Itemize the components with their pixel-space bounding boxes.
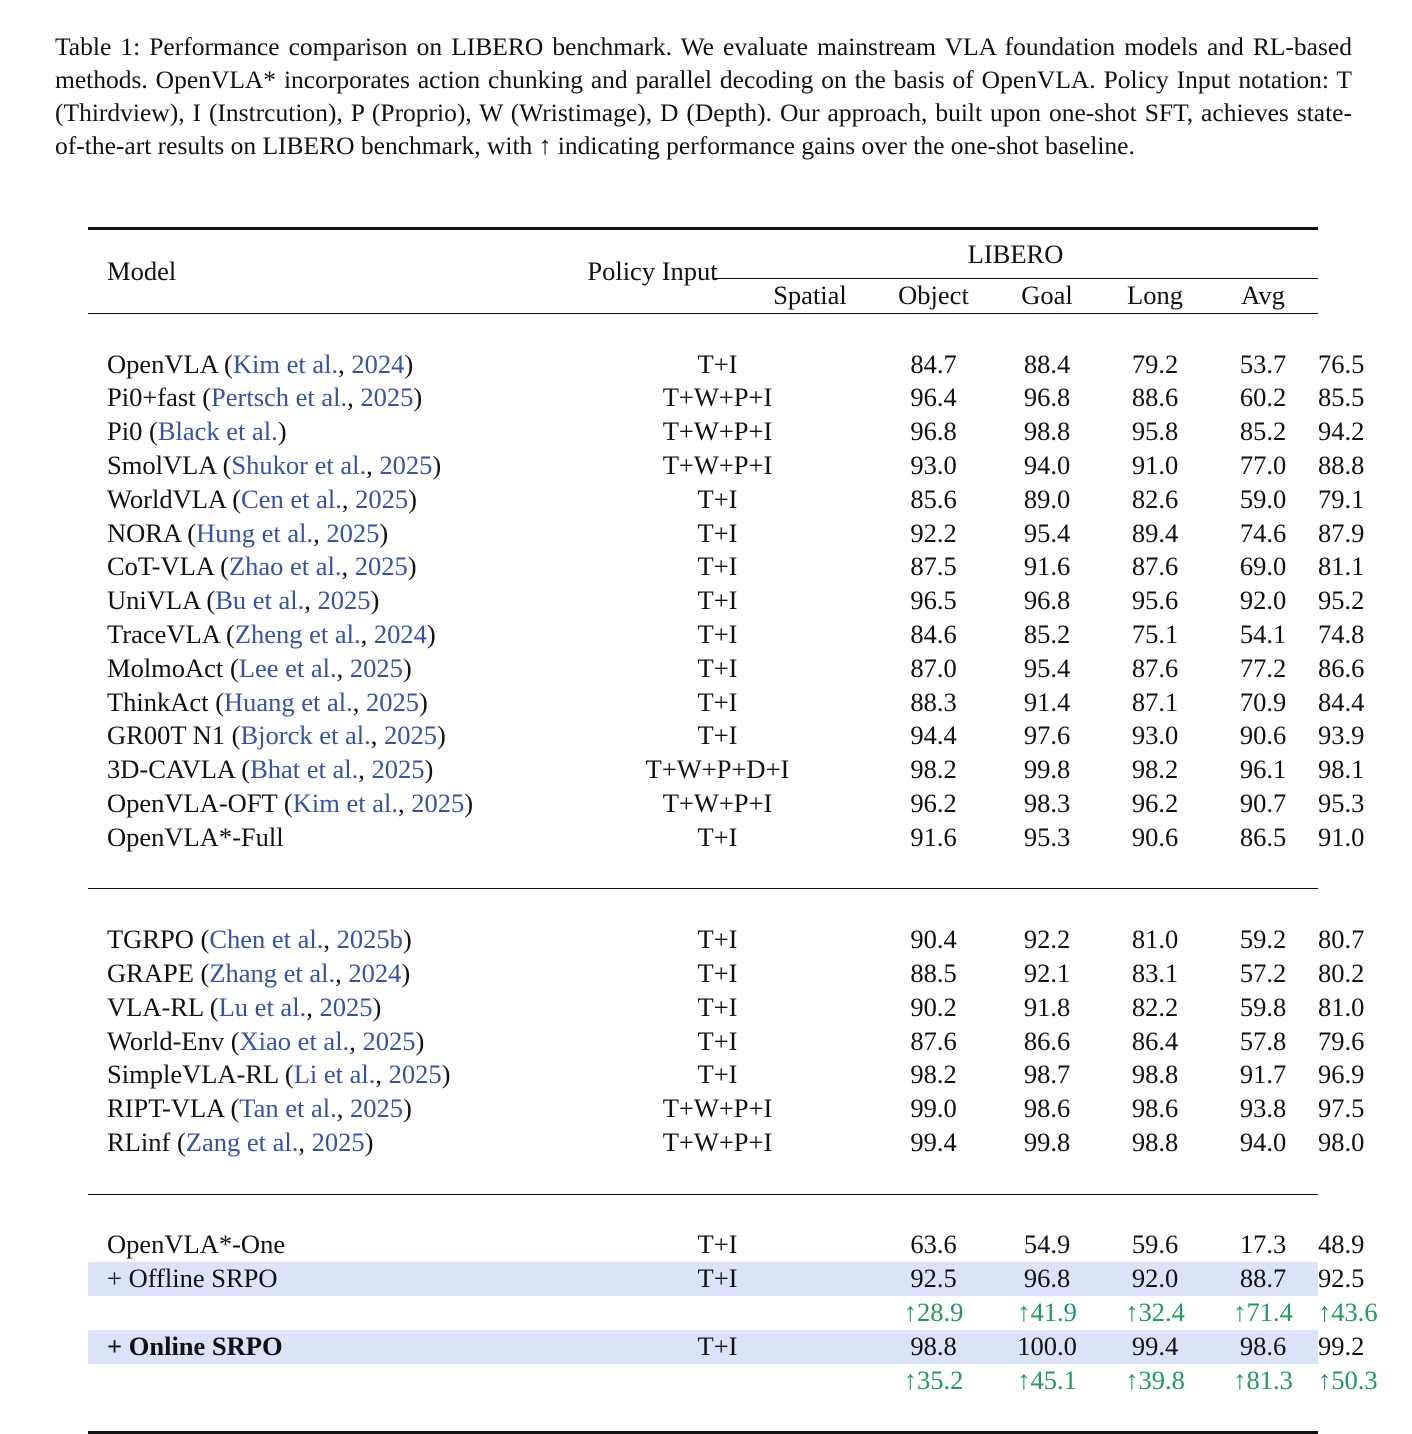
citation-link[interactable]: Shukor et al. [231,449,367,480]
policy-input: T+I [697,1025,738,1056]
model-name: 3D-CAVLA [107,754,235,785]
header-avg: Avg [1208,279,1318,313]
score-spatial: 92.5 [875,1262,992,1296]
header-spatial: Spatial [745,279,875,313]
score-spatial: 93.0 [910,449,957,480]
table-row: 3D-CAVLA (Bhat et al., 2025) T+W+P+D+I 98.2 99.8 98.2 96.1 98.1 [88,753,1318,787]
score-long: 59.0 [1239,483,1287,514]
table-row: + Offline SRPO T+I 92.5 96.8 92.0 88.7 92.5 [88,1262,1318,1296]
gain-value: ↑28.9 [903,1296,964,1327]
gain-value: ↑81.3 [1233,1364,1293,1395]
score-long: 69.0 [1239,551,1287,582]
model-cell: VLA-RL (Lu et al., 2025) [107,991,382,1022]
policy-input: T+I [697,618,738,649]
header-object: Object [875,279,992,313]
citation-year-link[interactable]: 2025 [388,1059,442,1090]
citation-year-link[interactable]: 2025 [326,517,380,548]
score-long: 90.7 [1239,787,1287,818]
policy-input: T+W+P+I [662,416,773,447]
table-row: World-Env (Xiao et al., 2025) T+I 87.6 86.6 86.4 57.8 79.6 [88,1025,1318,1059]
model-name: UniVLA [107,585,200,616]
score-long: 96.1 [1239,754,1287,785]
policy-input: T+I [697,585,738,616]
model-cell: WorldVLA (Cen et al., 2025) [107,483,417,514]
citation-link[interactable]: Bu et al. [215,585,305,616]
citation-year-link[interactable]: 2025 [411,787,465,818]
model-name: + Offline SRPO [107,1263,278,1294]
citation-year-link[interactable]: 2024 [351,348,405,379]
score-spatial: 88.5 [910,957,957,988]
table-row: UniVLA (Bu et al., 2025) T+I 96.5 96.8 95.6 92.0 95.2 [88,584,1318,618]
score-object: 98.8 [1023,416,1071,447]
score-long: 17.3 [1239,1229,1287,1260]
policy-input [560,1364,875,1398]
model-cell: GR00T N1 (Bjorck et al., 2025) [107,720,446,751]
model-name: OpenVLA*-Full [107,821,284,852]
score-long: 93.8 [1239,1093,1287,1124]
score-object: 95.3 [1023,821,1071,852]
score-spatial: 94.4 [910,720,957,751]
model-cell [88,821,560,855]
policy-input: T+I [697,348,738,379]
table-row: RLinf (Zang et al., 2025) T+W+P+I 99.4 99.8 98.8 94.0 98.0 [88,1126,1318,1160]
score-spatial: 96.8 [910,416,957,447]
model-name: SimpleVLA-RL [107,1059,279,1090]
score-goal: 98.8 [1131,1126,1179,1157]
citation-year-link[interactable]: 2025 [354,551,408,582]
citation-link[interactable]: Lu et al. [218,991,307,1022]
score-goal: 98.8 [1131,1059,1179,1090]
score-goal: 98.2 [1131,754,1179,785]
score-spatial: 87.6 [910,1025,957,1056]
table-row: VLA-RL (Lu et al., 2025) T+I 90.2 91.8 82.2 59.8 81.0 [88,991,1318,1025]
model-cell: TraceVLA (Zheng et al., 2024) [107,618,436,649]
model-cell: ThinkAct (Huang et al., 2025) [107,686,428,717]
score-goal: 99.4 [1102,1330,1208,1364]
score-long: 57.8 [1239,1025,1287,1056]
policy-input: T+I [697,957,738,988]
table-row: SmolVLA (Shukor et al., 2025) T+W+P+I 93.0 94.0 91.0 77.0 88.8 [88,449,1318,483]
score-object: 91.4 [1023,686,1071,717]
model-name: Pi0 [107,416,143,447]
score-spatial: 90.2 [910,991,957,1022]
table-row: GR00T N1 (Bjorck et al., 2025) T+I 94.4 97.6 93.0 90.6 93.9 [88,719,1318,753]
score-long: 77.2 [1239,652,1287,683]
citation-year-link[interactable]: 2025 [311,1126,365,1157]
model-name: OpenVLA*-One [107,1229,286,1260]
model-cell: MolmoAct (Lee et al., 2025) [107,652,412,683]
citation-year-link[interactable]: 2025 [384,720,437,751]
model-name: OpenVLA [107,348,218,379]
model-name: World-Env [107,1025,225,1056]
score-long: 70.9 [1239,686,1287,717]
gain-value: ↑39.8 [1125,1364,1185,1395]
model-name: TGRPO [107,924,194,955]
score-goal: 95.8 [1131,416,1179,447]
citation-link[interactable]: Tan et al. [239,1093,337,1124]
citation-link[interactable]: Kim et al. [292,787,398,818]
score-object: 99.8 [1023,754,1071,785]
score-object: 98.6 [1023,1093,1071,1124]
score-spatial: 99.0 [910,1093,957,1124]
policy-input: T+W+P+I [662,787,773,818]
score-goal: 75.1 [1131,618,1179,649]
citation-link[interactable]: Bhat et al. [250,754,359,785]
model-cell: World-Env (Xiao et al., 2025) [107,1025,425,1056]
policy-input: T+I [697,551,738,582]
score-object: 91.8 [1023,991,1071,1022]
score-long: 94.0 [1239,1126,1287,1157]
model-cell [88,1262,560,1296]
policy-input: T+W+P+I [662,382,773,413]
score-spatial: 87.5 [910,551,957,582]
citation-year-link[interactable]: 2025 [319,991,373,1022]
citation-year-link[interactable]: 2025 [355,483,409,514]
citation-link[interactable]: Zheng et al. [234,618,361,649]
policy-input: T+I [697,652,738,683]
score-long: 59.2 [1239,924,1287,955]
score-spatial: 84.6 [910,618,957,649]
score-goal: 90.6 [1131,821,1179,852]
table-row: OpenVLA-OFT (Kim et al., 2025) T+W+P+I 96.2 98.3 96.2 90.7 95.3 [88,787,1318,821]
score-long: 86.5 [1239,821,1287,852]
model-name: RIPT-VLA [107,1093,224,1124]
score-object: 92.2 [1023,924,1071,955]
table-row: OpenVLA*-Full T+I 91.6 95.3 90.6 86.5 91.0 [88,821,1318,855]
table-row: TraceVLA (Zheng et al., 2024) T+I 84.6 85.2 75.1 54.1 74.8 [88,618,1318,652]
citation-link[interactable]: Bjorck et al. [240,720,371,751]
policy-input: T+I [697,483,738,514]
policy-input: T+I [697,991,738,1022]
citation-year-link[interactable]: 2024 [373,618,427,649]
score-spatial: 85.6 [910,483,957,514]
table-row: + Online SRPO T+I 98.8 100.0 99.4 98.6 99.2 [88,1330,1318,1364]
score-object: 98.3 [1023,787,1071,818]
citation-year-link[interactable]: 2024 [348,957,402,988]
citation-link[interactable]: Hung et al. [196,517,314,548]
score-spatial: 84.7 [910,348,957,379]
citation-link[interactable]: Kim et al. [232,348,339,379]
citation-year-link[interactable]: 2025 [379,449,433,480]
score-object: 86.6 [1023,1025,1071,1056]
score-spatial: 63.6 [910,1229,957,1260]
score-goal: 82.6 [1131,483,1179,514]
score-object: 89.0 [1023,483,1071,514]
citation-link[interactable]: Black et al. [157,416,278,447]
score-goal: 92.0 [1102,1262,1208,1296]
policy-input: T+I [697,720,738,751]
gain-value: ↑71.4 [1233,1296,1293,1327]
model-cell: TGRPO (Chen et al., 2025b) [107,924,412,955]
header-long: Long [1102,279,1208,313]
score-object: 95.4 [1023,517,1071,548]
score-goal: 87.6 [1131,652,1179,683]
citation-year-link[interactable]: 2025 [360,382,414,413]
citation-year-link[interactable]: 2025 [362,1025,416,1056]
score-goal: 87.6 [1131,551,1179,582]
model-cell: GRAPE (Zhang et al., 2024) [107,957,411,988]
table-row: Pi0+fast (Pertsch et al., 2025) T+W+P+I 96.4 96.8 88.6 60.2 85.5 [88,381,1318,415]
score-goal: 82.2 [1131,991,1179,1022]
model-name: MolmoAct [107,652,224,683]
policy-input [560,1296,875,1330]
header-model: Model [88,229,560,314]
score-long: 59.8 [1239,991,1287,1022]
score-long: 90.6 [1239,720,1287,751]
table-row: MolmoAct (Lee et al., 2025) T+I 87.0 95.4 87.6 77.2 86.6 [88,652,1318,686]
score-goal: 59.6 [1131,1229,1179,1260]
gain-value: ↑45.1 [1017,1364,1077,1395]
header-goal: Goal [992,279,1102,313]
score-long: 74.6 [1239,517,1287,548]
score-long: 57.2 [1239,957,1287,988]
header-policy-input: Policy Input [560,229,745,314]
model-name: CoT-VLA [107,551,214,582]
score-spatial: 90.4 [910,924,957,955]
score-spatial: 92.2 [910,517,957,548]
score-goal: 83.1 [1131,957,1179,988]
model-cell: RIPT-VLA (Tan et al., 2025) [107,1093,412,1124]
score-long: 88.7 [1208,1262,1318,1296]
model-name: TraceVLA [107,618,220,649]
citation-link[interactable]: Xiao et al. [239,1025,350,1056]
libero-group-label: LIBERO [713,230,1318,279]
citation-link[interactable]: Li et al. [293,1059,376,1090]
table-row: TGRPO (Chen et al., 2025b) T+I 90.4 92.2 81.0 59.2 80.7 [88,923,1318,957]
score-goal: 96.2 [1131,787,1179,818]
model-name: SmolVLA [107,449,216,480]
score-object: 91.6 [1023,551,1071,582]
header-libero [745,229,1318,280]
score-long: 60.2 [1239,382,1287,413]
model-name: RLinf [107,1126,171,1157]
libero-results-table [88,227,1378,1434]
model-name: WorldVLA [107,483,226,514]
citation-link[interactable]: Zhang et al. [209,957,336,988]
model-cell: CoT-VLA (Zhao et al., 2025) [107,551,417,582]
score-object: 100.0 [992,1330,1102,1364]
model-cell: Pi0+fast (Pertsch et al., 2025) [107,382,423,413]
score-long: 54.1 [1239,618,1287,649]
citation-year-link[interactable]: 2025 [350,1093,404,1124]
model-name: + Online SRPO [107,1330,283,1361]
score-goal: 79.2 [1131,348,1179,379]
score-goal: 89.4 [1131,517,1179,548]
gain-value: ↑41.9 [1017,1296,1077,1327]
score-spatial: 98.2 [910,754,957,785]
citation-year-link[interactable]: 2025 [366,686,420,717]
score-object: 92.1 [1023,957,1071,988]
score-goal: 98.6 [1131,1093,1179,1124]
score-spatial: 99.4 [910,1126,957,1157]
policy-input: T+I [697,517,738,548]
table-caption: Table 1: Performance comparison on LIBERO benchmark. We evaluate mainstream VLA foundation models and RL-based methods. OpenVLA* incorporates action chunking and parallel decoding on the basis of OpenVLA. Policy Input notation: T (Thirdview), I (Instrcution), P (Proprio), W (Wristimage), D (Depth). Our approach, built upon one-shot SFT, achieves state-of-the-art results on LIBERO benchmark, with ↑ indicating performance gains over the one-shot baseline. [55,32,1352,160]
model-cell: UniVLA (Bu et al., 2025) [107,585,380,616]
model-cell: 3D-CAVLA (Bhat et al., 2025) [107,754,434,785]
policy-input: T+W+P+I [662,1093,773,1124]
score-long: 91.7 [1239,1059,1287,1090]
score-object: 96.8 [992,1262,1102,1296]
model-name: GR00T N1 [107,720,226,751]
score-object: 95.4 [1023,652,1071,683]
score-object: 96.8 [1023,382,1071,413]
score-object: 88.4 [1023,348,1071,379]
model-name: GRAPE [107,957,194,988]
score-object: 85.2 [1023,618,1071,649]
model-cell: Pi0 (Black et al.) [107,416,287,447]
score-long: 92.0 [1239,585,1287,616]
score-object: 97.6 [1023,720,1071,751]
citation-link[interactable]: Zhao et al. [228,551,342,582]
model-cell: RLinf (Zang et al., 2025) [107,1126,374,1157]
table-row: SimpleVLA-RL (Li et al., 2025) T+I 98.2 98.7 98.8 91.7 96.9 [88,1058,1318,1092]
policy-input: T+I [697,1229,738,1260]
table-row: CoT-VLA (Zhao et al., 2025) T+I 87.5 91.6 87.6 69.0 81.1 [88,550,1318,584]
gain-value: ↑32.4 [1125,1296,1185,1327]
policy-input: T+I [560,1330,875,1364]
score-spatial: 96.5 [910,585,957,616]
score-spatial: 91.6 [910,821,957,852]
score-goal: 86.4 [1131,1025,1179,1056]
citation-link[interactable]: Cen et al. [241,483,342,514]
score-goal: 91.0 [1131,449,1179,480]
score-spatial: 88.3 [910,686,957,717]
model-cell [88,1364,560,1398]
gain-row: ↑28.9 ↑41.9 ↑32.4 ↑71.4 ↑43.6 [88,1296,1318,1330]
citation-year-link[interactable]: 2025 [349,652,403,683]
citation-year-link[interactable]: 2025 [371,754,425,785]
score-goal: 88.6 [1131,382,1179,413]
score-object: 94.0 [1023,449,1071,480]
score-long: 53.7 [1239,348,1287,379]
model-name: VLA-RL [107,991,204,1022]
table-row: GRAPE (Zhang et al., 2024) T+I 88.5 92.1 83.1 57.2 80.2 [88,957,1318,991]
model-cell: OpenVLA-OFT (Kim et al., 2025) [107,787,474,818]
score-spatial: 87.0 [910,652,957,683]
score-goal: 93.0 [1131,720,1179,751]
citation-link[interactable]: Lee et al. [238,652,337,683]
policy-input: T+W+P+I [662,449,773,480]
score-long: 85.2 [1239,416,1287,447]
model-name: Pi0+fast [107,382,196,413]
citation-link[interactable]: Huang et al. [224,686,353,717]
model-cell: NORA (Hung et al., 2025) [107,517,389,548]
model-cell [88,1330,560,1364]
table-row: OpenVLA (Kim et al., 2024) T+I 84.7 88.4 79.2 53.7 76.5 [88,348,1318,382]
table-row: NORA (Hung et al., 2025) T+I 92.2 95.4 89.4 74.6 87.9 [88,517,1318,551]
model-name: OpenVLA-OFT [107,787,278,818]
policy-input: T+I [697,821,738,852]
score-spatial: 96.2 [910,787,957,818]
score-goal: 87.1 [1131,686,1179,717]
table-row: WorldVLA (Cen et al., 2025) T+I 85.6 89.0 82.6 59.0 79.1 [88,483,1318,517]
policy-input: T+I [560,1262,875,1296]
citation-link[interactable]: Pertsch et al. [211,382,348,413]
score-spatial: 98.8 [875,1330,992,1364]
model-cell [88,1228,560,1262]
model-name: ThinkAct [107,686,209,717]
score-object: 98.7 [1023,1059,1071,1090]
score-spatial: 98.2 [910,1059,957,1090]
gain-row: ↑35.2 ↑45.1 ↑39.8 ↑81.3 ↑50.3 [88,1364,1318,1398]
score-long: 77.0 [1239,449,1287,480]
table-row: RIPT-VLA (Tan et al., 2025) T+W+P+I 99.0 98.6 98.6 93.8 97.5 [88,1092,1318,1126]
policy-input: T+W+P+D+I [645,754,790,785]
policy-input: T+W+P+I [662,1126,773,1157]
score-goal: 95.6 [1131,585,1179,616]
model-cell [88,1296,560,1330]
score-goal: 81.0 [1131,924,1179,955]
policy-input: T+I [697,924,738,955]
score-object: 99.8 [1023,1126,1071,1157]
model-cell: OpenVLA (Kim et al., 2024) [107,348,414,379]
model-cell: SimpleVLA-RL (Li et al., 2025) [107,1059,451,1090]
citation-link[interactable]: Zang et al. [185,1126,299,1157]
score-spatial: 96.4 [910,382,957,413]
table-row: OpenVLA*-One T+I 63.6 54.9 59.6 17.3 48.9 [88,1228,1318,1262]
table-row: Pi0 (Black et al.) T+W+P+I 96.8 98.8 95.8 85.2 94.2 [88,415,1318,449]
policy-input: T+I [697,686,738,717]
policy-input: T+I [697,1059,738,1090]
model-name: NORA [107,517,181,548]
gain-value: ↑35.2 [903,1364,964,1395]
score-object: 96.8 [1023,585,1071,616]
citation-link[interactable]: Chen et al. [209,924,324,955]
model-cell: SmolVLA (Shukor et al., 2025) [107,449,442,480]
score-long: 98.6 [1208,1330,1318,1364]
citation-year-link[interactable]: 2025b [336,924,403,955]
citation-year-link[interactable]: 2025 [317,585,371,616]
table-row: ThinkAct (Huang et al., 2025) T+I 88.3 91.4 87.1 70.9 84.4 [88,686,1318,720]
score-object: 54.9 [1023,1229,1071,1260]
